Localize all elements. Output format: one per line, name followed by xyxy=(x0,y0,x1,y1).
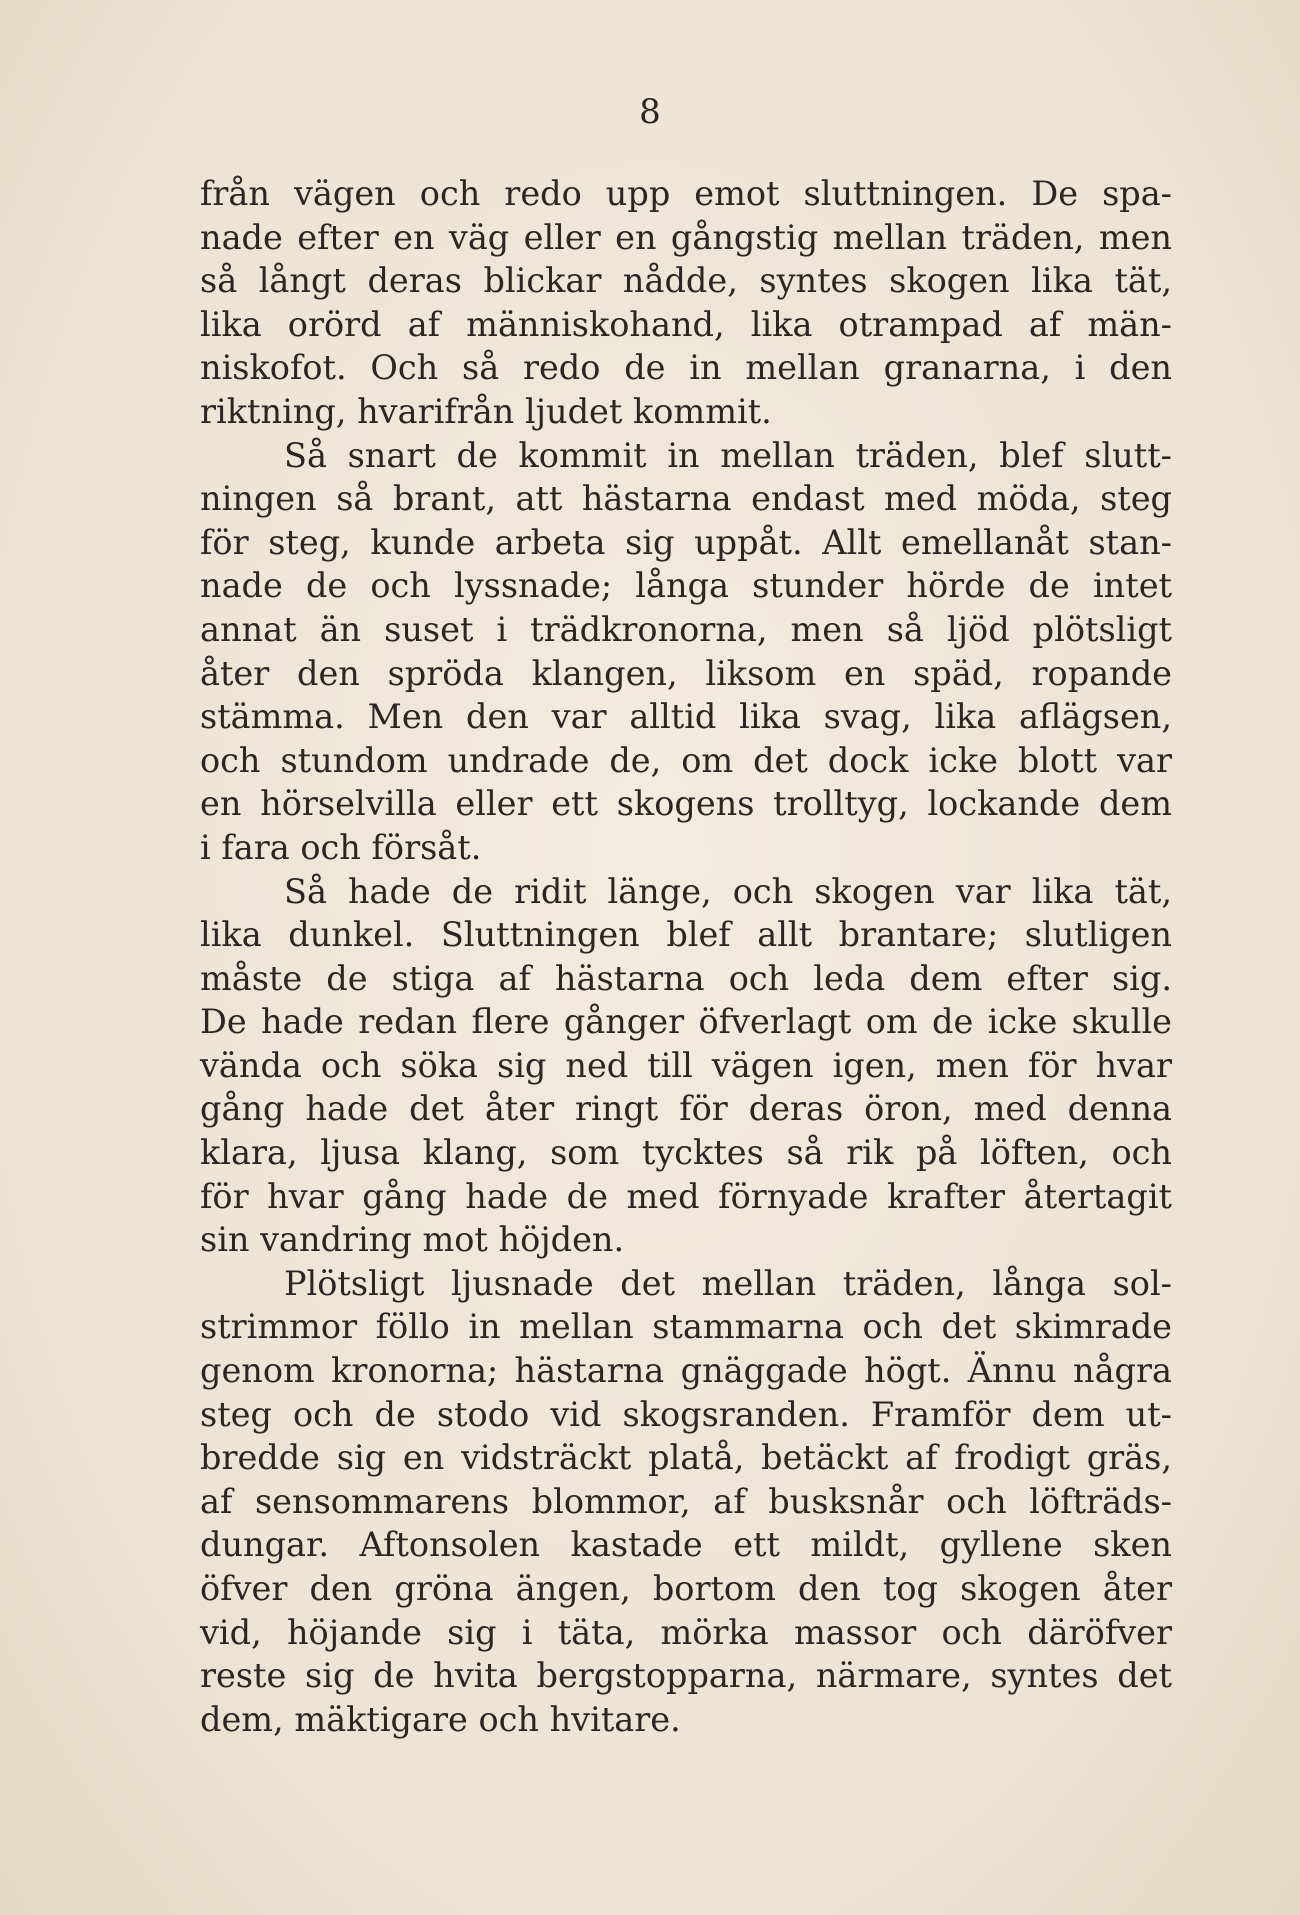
text-line: ningen så brant, att hästarna endast med möda, steg xyxy=(200,479,1172,519)
text-line: gång hade det åter ringt för deras öron, med denna xyxy=(200,1089,1172,1129)
text-line: nade efter en väg eller en gångstig mellan träden, men xyxy=(200,217,1172,257)
text-line: lika dunkel. Sluttningen blef allt brantare; slutligen xyxy=(200,915,1172,955)
text-line: nade de och lyssnade; långa stunder hörde de intet xyxy=(200,566,1172,606)
text-line: genom kronorna; hästarna gnäggade högt. Ännu några xyxy=(200,1351,1172,1391)
text-line: åter den spröda klangen, liksom en späd, ropande xyxy=(200,653,1172,693)
text-line: annat än suset i trädkronorna, men så ljöd plötsligt xyxy=(200,609,1172,649)
page-number: 8 xyxy=(639,92,661,132)
body-text xyxy=(200,172,1172,1741)
text-line: och stundom undrade de, om det dock icke blott var xyxy=(200,740,1172,780)
text-line: i fara och försåt. xyxy=(200,827,482,867)
text-line: bredde sig en vidsträckt platå, betäckt af frodigt gräs, xyxy=(200,1438,1172,1478)
text-line: niskofot. Och så redo de in mellan granarna, i den xyxy=(200,348,1172,388)
text-line: af sensommarens blommor, af busksnår och löfträds- xyxy=(200,1481,1172,1521)
text-line: en hörselvilla eller ett skogens trolltyg, lockande dem xyxy=(200,784,1172,824)
text-line: vid, höjande sig i täta, mörka massor och däröfver xyxy=(200,1612,1172,1652)
text-line: reste sig de hvita bergstopparna, närmare, syntes det xyxy=(200,1656,1172,1696)
text-line: för steg, kunde arbeta sig uppåt. Allt emellanåt stan- xyxy=(200,522,1172,562)
text-line: från vägen och redo upp emot sluttningen. De spa- xyxy=(200,174,1172,213)
text-line: dem, mäktigare och hvitare. xyxy=(200,1699,681,1739)
text-line: vända och söka sig ned till vägen igen, men för hvar xyxy=(200,1045,1172,1085)
text-line: måste de stiga af hästarna och leda dem efter sig. xyxy=(200,958,1172,998)
text-line: för hvar gång hade de med förnyade krafter återtagit xyxy=(200,1176,1172,1216)
text-line: så långt deras blickar nådde, syntes skogen lika tät, xyxy=(200,261,1172,301)
text-line: Plötsligt ljusnade det mellan träden, långa sol- xyxy=(284,1263,1172,1303)
text-line: dungar. Aftonsolen kastade ett mildt, gyllene sken xyxy=(200,1525,1172,1565)
text-line: öfver den gröna ängen, bortom den tog skogen åter xyxy=(200,1569,1172,1608)
text-line: klara, ljusa klang, som tycktes så rik på löften, och xyxy=(200,1133,1172,1173)
text-line: strimmor föllo in mellan stammarna och det skimrade xyxy=(200,1307,1172,1347)
text-line: steg och de stodo vid skogsranden. Framför dem ut- xyxy=(200,1394,1172,1434)
text-line: sin vandring mot höjden. xyxy=(200,1220,625,1260)
text-line: stämma. Men den var alltid lika svag, lika aflägsen, xyxy=(200,697,1172,737)
text-line: riktning, hvarifrån ljudet kommit. xyxy=(200,391,772,431)
text-line: Så snart de kommit in mellan träden, blef slutt- xyxy=(284,435,1172,475)
text-line: Så hade de ridit länge, och skogen var lika tät, xyxy=(284,871,1172,911)
text-line: De hade redan flere gånger öfverlagt om de icke skulle xyxy=(200,1002,1172,1042)
text-line: lika orörd af människohand, lika otrampad af män- xyxy=(200,304,1172,344)
